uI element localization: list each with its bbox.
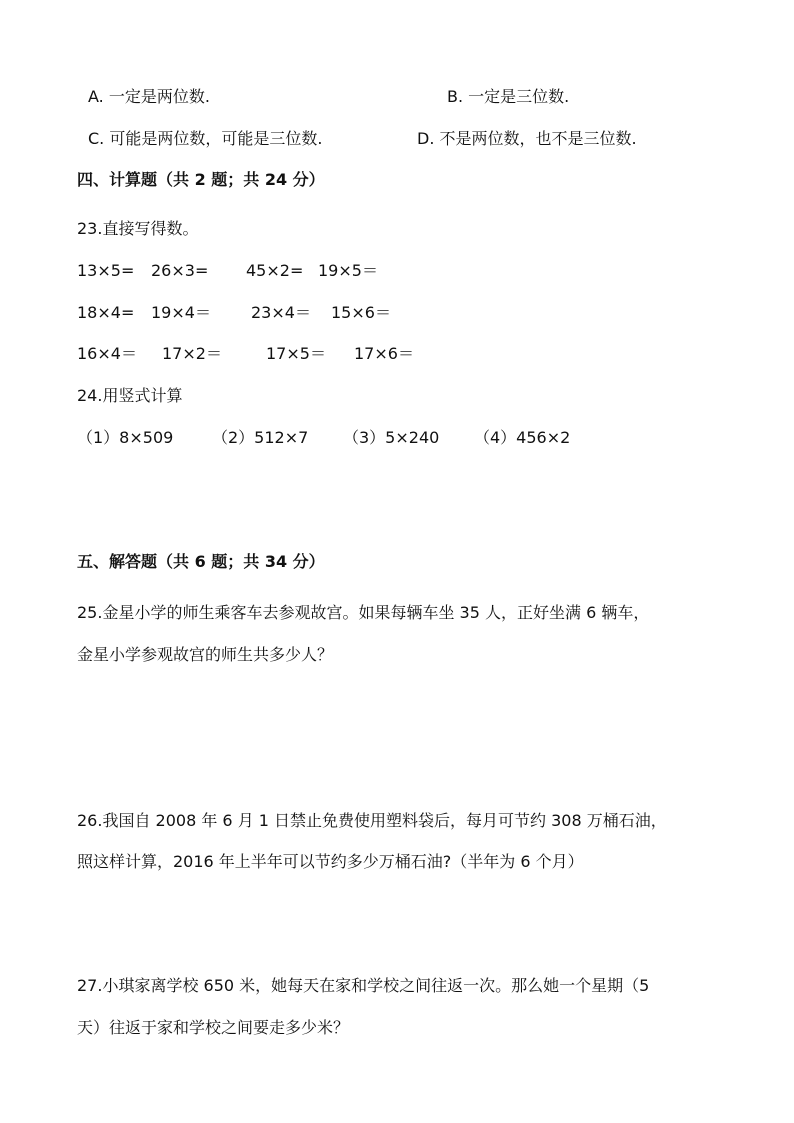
q22-option-b: B. 一定是三位数.: [447, 87, 570, 106]
q23-r3-c2: 17×2＝: [162, 344, 222, 363]
q24-item-1: （1）8×509: [77, 428, 174, 447]
q23-r2-c3: 23×4＝: [251, 303, 311, 322]
q24-item-2: （2）512×7: [212, 428, 309, 447]
q25-line2: 金星小学参观故宫的师生共多少人？: [77, 645, 334, 664]
q27-line1: 27.小琪家离学校 650 米，她每天在家和学校之间往返一次。那么她一个星期（5: [77, 976, 650, 995]
section5-heading: 五、解答题（共 6 题；共 34 分）: [77, 552, 325, 571]
q23-r2-c4: 15×6＝: [331, 303, 391, 322]
q23-r2-c1: 18×4=: [77, 303, 135, 322]
q24-prompt: 24.用竖式计算: [77, 386, 183, 405]
q23-r1-c1: 13×5=: [77, 261, 135, 280]
q26-line2: 照这样计算，2016 年上半年可以节约多少万桶石油?（半年为 6 个月）: [77, 852, 584, 871]
q23-r2-c2: 19×4＝: [151, 303, 211, 322]
q25-line1: 25.金星小学的师生乘客车去参观故宫。如果每辆车坐 35 人，正好坐满 6 辆车，: [77, 603, 650, 622]
q23-r1-c4: 19×5＝: [318, 261, 378, 280]
q23-r3-c4: 17×6＝: [354, 344, 414, 363]
q22-option-c: C. 可能是两位数，可能是三位数.: [88, 129, 323, 148]
section4-heading: 四、计算题（共 2 题；共 24 分）: [77, 170, 325, 189]
q26-line1: 26.我国自 2008 年 6 月 1 日禁止免费使用塑料袋后，每月可节约 308 万桶石油，: [77, 811, 667, 830]
q24-item-3: （3）5×240: [343, 428, 440, 447]
q23-r3-c1: 16×4＝: [77, 344, 137, 363]
q22-option-d: D. 不是两位数，也不是三位数.: [417, 129, 637, 148]
q24-item-4: （4）456×2: [474, 428, 571, 447]
q23-r1-c2: 26×3=: [151, 261, 209, 280]
q23-r1-c3: 45×2=: [246, 261, 304, 280]
q27-line2: 天）往返于家和学校之间要走多少米？: [77, 1018, 350, 1037]
q23-prompt: 23.直接写得数。: [77, 219, 199, 238]
q23-r3-c3: 17×5＝: [266, 344, 326, 363]
q22-option-a: A. 一定是两位数.: [88, 87, 210, 106]
